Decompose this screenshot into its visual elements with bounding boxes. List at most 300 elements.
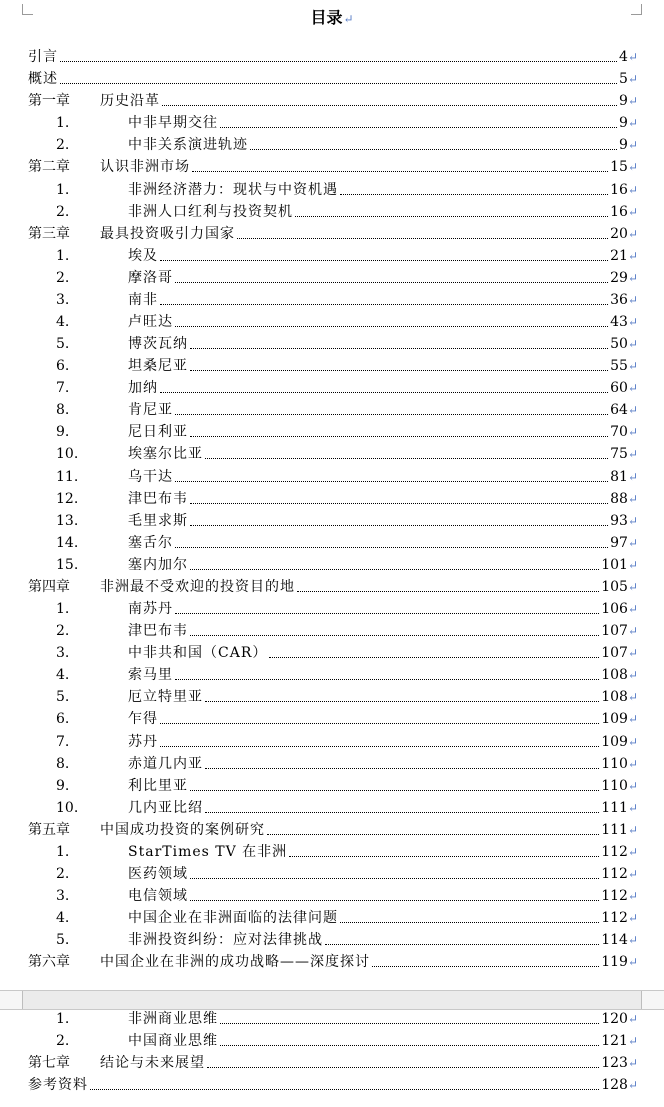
toc-entry[interactable]	[28, 640, 638, 662]
toc-page-number-value: 123	[601, 1055, 628, 1072]
toc-page-number-value: 110	[601, 755, 628, 772]
toc-page-number	[610, 379, 638, 397]
toc-entry[interactable]	[28, 905, 638, 927]
toc-dot-leader	[205, 768, 599, 769]
toc-page-number	[601, 622, 638, 640]
toc-page-number-value: 43	[610, 314, 628, 331]
toc-entry-text: 厄立特里亚	[128, 689, 203, 706]
toc-dot-leader	[205, 812, 599, 813]
toc-page-number	[610, 335, 638, 353]
toc-entry-number: 4.	[56, 314, 70, 331]
toc-page-number-value: 111	[601, 821, 628, 838]
toc-entry-text: 肯尼亚	[128, 402, 173, 419]
toc-page-number-value: 64	[610, 402, 628, 419]
toc-entry[interactable]	[28, 574, 638, 596]
paragraph-mark-icon: ↵	[627, 1078, 638, 1093]
toc-entry-number: 3.	[56, 291, 70, 308]
toc-page-number	[601, 710, 638, 728]
paragraph-mark-icon: ↵	[627, 535, 638, 550]
paragraph-mark-icon: ↵	[627, 226, 638, 241]
toc-entry[interactable]	[28, 883, 638, 905]
toc-entry-number: 7.	[56, 733, 70, 750]
toc-entry[interactable]	[28, 221, 638, 243]
toc-dot-leader	[175, 481, 608, 482]
toc-dot-leader	[190, 503, 608, 504]
toc-dot-leader	[267, 834, 599, 835]
toc-page-number-value: 4	[619, 49, 628, 66]
toc-dot-leader	[160, 392, 608, 393]
toc-entry-number: 5.	[56, 689, 70, 706]
toc-page-number	[601, 821, 638, 839]
toc-entry-text: 非洲人口红利与投资契机	[128, 203, 293, 220]
toc-entry[interactable]	[28, 1006, 638, 1028]
toc-entry-text: 津巴布韦	[128, 490, 188, 507]
paragraph-mark-icon: ↵	[627, 403, 638, 418]
toc-entry[interactable]	[28, 331, 638, 353]
toc-entry[interactable]	[28, 949, 638, 971]
toc-dot-leader	[190, 790, 599, 791]
toc-page-number-value: 105	[601, 578, 628, 595]
toc-entry-number: 7.	[56, 380, 70, 397]
toc-entry-text: 尼日利亚	[128, 424, 188, 441]
toc-entry-number: 1.	[56, 601, 70, 618]
toc-entry-number: 15.	[56, 556, 79, 573]
toc-entry-number: 5.	[56, 336, 70, 353]
paragraph-mark-icon: ↵	[627, 513, 638, 528]
toc-dot-leader	[160, 723, 599, 724]
toc-page-number-value: 21	[610, 247, 628, 264]
toc-entry-number: 5.	[56, 932, 70, 949]
toc-page-number	[610, 181, 638, 199]
toc-page-number-value: 108	[601, 689, 628, 706]
toc-dot-leader	[190, 348, 608, 349]
toc-dot-leader	[297, 591, 599, 592]
toc-page-number	[610, 490, 638, 508]
toc-entry[interactable]	[28, 1050, 638, 1072]
toc-entry-text: 非洲最不受欢迎的投资目的地	[100, 578, 295, 595]
toc-entry-number: 1.	[56, 247, 70, 264]
toc-entry-text: 摩洛哥	[128, 269, 173, 286]
toc-page-number-value: 101	[601, 556, 628, 573]
toc-entry-number: 2.	[56, 1033, 70, 1050]
toc-entry-text: 中非早期交往	[128, 115, 218, 132]
toc-page-number	[601, 644, 638, 662]
toc-entry-number: 第一章	[28, 93, 70, 110]
toc-page-number	[610, 401, 638, 419]
paragraph-mark-icon: ↵	[627, 911, 638, 926]
paragraph-mark-icon: ↵	[627, 668, 638, 683]
toc-dot-leader	[205, 458, 608, 459]
toc-dot-leader	[175, 414, 608, 415]
toc-page-number	[619, 114, 638, 132]
toc-entry-number: 4.	[56, 910, 70, 927]
toc-title-text: 目录	[310, 8, 343, 27]
paragraph-mark-icon: ↵	[627, 359, 638, 374]
toc-entry-number: 11.	[56, 468, 79, 485]
toc-page-number-value: 109	[601, 733, 628, 750]
toc-entry-number: 2.	[56, 269, 70, 286]
paragraph-mark-icon: ↵	[627, 800, 638, 815]
toc-dot-leader	[175, 547, 608, 548]
toc-entry-text: 埃塞尔比亚	[128, 446, 203, 463]
toc-entry[interactable]	[28, 662, 638, 684]
toc-page-number-value: 20	[610, 225, 628, 242]
toc-entry-text: 乌干达	[128, 468, 173, 485]
toc-entry-number: 12.	[56, 490, 79, 507]
toc-page-number	[610, 225, 638, 243]
paragraph-mark-icon: ↵	[627, 557, 638, 572]
toc-entry[interactable]	[28, 773, 638, 795]
toc-entry-number: 第四章	[28, 578, 70, 595]
toc-page-number	[610, 247, 638, 265]
toc-dot-leader	[162, 105, 617, 106]
paragraph-mark-icon: ↵	[627, 712, 638, 727]
toc-entry-text: 概述	[28, 71, 58, 88]
toc-entry-number: 10.	[56, 446, 79, 463]
toc-entry-text: 电信领域	[128, 888, 188, 905]
paragraph-mark-icon: ↵	[627, 315, 638, 330]
toc-entry-number: 2.	[56, 865, 70, 882]
paragraph-mark-icon: ↵	[627, 844, 638, 859]
toc-dot-leader	[190, 436, 608, 437]
paragraph-mark-icon: ↵	[627, 425, 638, 440]
toc-page-number-value: 112	[601, 843, 628, 860]
toc-page-number-value: 112	[601, 888, 628, 905]
paragraph-mark-icon: ↵	[343, 12, 354, 26]
toc-entry[interactable]	[28, 1028, 638, 1050]
toc-page-number-value: 81	[610, 468, 628, 485]
paragraph-mark-icon: ↵	[627, 72, 638, 87]
toc-entry-text: 中非共和国（CAR）	[128, 645, 268, 662]
toc-page-number-value: 109	[601, 711, 628, 728]
toc-entry-text: 加纳	[128, 380, 158, 397]
toc-entry[interactable]	[28, 530, 638, 552]
toc-entry[interactable]	[28, 397, 638, 419]
toc-entry-number: 第六章	[28, 954, 70, 971]
toc-page-number	[610, 357, 638, 375]
toc-entry-text: 博茨瓦纳	[128, 336, 188, 353]
toc-dot-leader	[295, 216, 608, 217]
toc-dot-leader	[190, 635, 599, 636]
toc-page-number	[610, 203, 638, 221]
toc-dot-leader	[340, 194, 608, 195]
toc-entry-number: 10.	[56, 799, 79, 816]
paragraph-mark-icon: ↵	[627, 866, 638, 881]
toc-dot-leader	[175, 679, 599, 680]
paragraph-mark-icon: ↵	[627, 160, 638, 175]
toc-page-number	[601, 909, 638, 927]
toc-entry[interactable]	[28, 44, 638, 66]
toc-entry-text: 塞舌尔	[128, 534, 173, 551]
toc-entry-text: 认识非洲市场	[100, 159, 190, 176]
toc-dot-leader	[190, 569, 599, 570]
toc-entry-text: 南非	[128, 291, 158, 308]
toc-entry-number: 1.	[56, 115, 70, 132]
toc-dot-leader	[60, 83, 617, 84]
paragraph-mark-icon: ↵	[627, 292, 638, 307]
toc-page-number-value: 15	[610, 159, 628, 176]
toc-page-number-value: 112	[601, 865, 628, 882]
toc-page-number-value: 107	[601, 623, 628, 640]
toc-page-number	[619, 48, 638, 66]
page-break-right-edge	[641, 991, 664, 1009]
toc-entry-number: 14.	[56, 534, 79, 551]
toc-entry[interactable]	[28, 66, 638, 88]
toc-entry[interactable]	[28, 751, 638, 773]
toc-dot-leader	[160, 746, 599, 747]
toc-entry[interactable]	[28, 839, 638, 861]
toc-entry-text: 利比里亚	[128, 777, 188, 794]
toc-entry[interactable]	[28, 706, 638, 728]
toc-entry-number: 第三章	[28, 225, 70, 242]
toc-page-number	[610, 512, 638, 530]
toc-entry[interactable]	[28, 596, 638, 618]
toc-page-number	[601, 843, 638, 861]
toc-entry-text: 中非关系演进轨迹	[128, 137, 248, 154]
toc-dot-leader	[175, 326, 608, 327]
toc-dot-leader	[190, 370, 608, 371]
paragraph-mark-icon: ↵	[627, 1012, 638, 1027]
toc-entry[interactable]	[28, 265, 638, 287]
toc-dot-leader	[175, 282, 608, 283]
toc-entry-text: 非洲投资纠纷：应对法律挑战	[128, 932, 323, 949]
paragraph-mark-icon: ↵	[627, 94, 638, 109]
toc-page-number	[610, 534, 638, 552]
toc-entry-text: 中国企业在非洲面临的法律问题	[128, 910, 338, 927]
toc-entry-number: 9.	[56, 424, 70, 441]
paragraph-mark-icon: ↵	[627, 270, 638, 285]
toc-dot-leader	[289, 856, 599, 857]
toc-entry-number: 1.	[56, 181, 70, 198]
paragraph-mark-icon: ↵	[627, 138, 638, 153]
toc-entry[interactable]	[28, 154, 638, 176]
paragraph-mark-icon: ↵	[627, 579, 638, 594]
toc-dot-leader	[160, 260, 608, 261]
toc-entry-text: 埃及	[128, 247, 158, 264]
toc-entry[interactable]	[28, 199, 638, 221]
toc-entry[interactable]	[28, 927, 638, 949]
toc-entry-number: 1.	[56, 1011, 70, 1028]
toc-entry[interactable]	[28, 375, 638, 397]
toc-entry-text: 结论与未来展望	[100, 1055, 205, 1072]
paragraph-mark-icon: ↵	[627, 955, 638, 970]
toc-dot-leader	[190, 900, 599, 901]
paragraph-mark-icon: ↵	[627, 447, 638, 462]
toc-entry[interactable]	[28, 486, 638, 508]
toc-entry-text: 索马里	[128, 667, 173, 684]
paragraph-mark-icon: ↵	[627, 624, 638, 639]
toc-entry[interactable]	[28, 176, 638, 198]
toc-entry-text: StarTimes TV 在非洲	[128, 843, 288, 860]
toc-entry[interactable]	[28, 508, 638, 530]
toc-entry[interactable]	[28, 817, 638, 839]
toc-page-number-value: 5	[619, 71, 628, 88]
paragraph-mark-icon: ↵	[627, 204, 638, 219]
toc-page-number	[601, 887, 638, 905]
toc-dot-leader	[190, 525, 608, 526]
toc-entry-number: 6.	[56, 358, 70, 375]
toc-page-number	[601, 666, 638, 684]
toc-page-number-value: 120	[601, 1011, 628, 1028]
toc-entry-text: 塞内加尔	[128, 556, 188, 573]
toc-page-number-value: 93	[610, 512, 628, 529]
toc-entry[interactable]	[28, 132, 638, 154]
toc-entry-text: 历史沿革	[100, 93, 160, 110]
paragraph-mark-icon: ↵	[627, 778, 638, 793]
toc-dot-leader	[160, 304, 608, 305]
toc-entry[interactable]	[28, 684, 638, 706]
toc-title	[0, 6, 664, 31]
toc-page-number	[601, 556, 638, 574]
toc-page-number-value: 29	[610, 269, 628, 286]
toc-entry-text: 非洲经济潜力：现状与中资机遇	[128, 181, 338, 198]
paragraph-mark-icon: ↵	[627, 248, 638, 263]
toc-dot-leader	[372, 966, 599, 967]
paragraph-mark-icon: ↵	[627, 756, 638, 771]
toc-page-number-value: 108	[601, 667, 628, 684]
toc-entry-text: 赤道几内亚	[128, 755, 203, 772]
toc-page-number-value: 16	[610, 181, 628, 198]
toc-page-number-value: 70	[610, 424, 628, 441]
paragraph-mark-icon: ↵	[627, 182, 638, 197]
toc-entry-text: 毛里求斯	[128, 512, 188, 529]
toc-dot-leader	[220, 1023, 599, 1024]
toc-dot-leader	[220, 127, 617, 128]
paragraph-mark-icon: ↵	[627, 381, 638, 396]
toc-entry-text: 最具投资吸引力国家	[100, 225, 235, 242]
toc-entry-number: 8.	[56, 755, 70, 772]
toc-entry-text: 苏丹	[128, 733, 158, 750]
paragraph-mark-icon: ↵	[627, 602, 638, 617]
toc-dot-leader	[237, 238, 608, 239]
toc-entry-number: 第五章	[28, 821, 70, 838]
toc-entry[interactable]	[28, 419, 638, 441]
toc-entry-text: 非洲商业思维	[128, 1011, 218, 1028]
toc-entry[interactable]	[28, 463, 638, 485]
toc-entry-number: 2.	[56, 623, 70, 640]
toc-entry[interactable]	[28, 243, 638, 265]
toc-entry[interactable]	[28, 353, 638, 375]
toc-page-number-value: 97	[610, 534, 628, 551]
toc-entry-number: 6.	[56, 711, 70, 728]
toc-entry-text: 卢旺达	[128, 314, 173, 331]
toc-dot-leader	[207, 1067, 599, 1068]
toc-page-number	[610, 468, 638, 486]
toc-page-number	[601, 1076, 638, 1094]
toc-entry[interactable]	[28, 110, 638, 132]
toc-page-number-value: 16	[610, 203, 628, 220]
toc-page-number	[601, 799, 638, 817]
paragraph-mark-icon: ↵	[627, 1056, 638, 1071]
paragraph-mark-icon: ↵	[627, 116, 638, 131]
paragraph-mark-icon: ↵	[627, 1034, 638, 1049]
toc-page-number-value: 50	[610, 336, 628, 353]
toc-page-number-value: 128	[601, 1077, 628, 1094]
toc-entry[interactable]	[28, 1072, 638, 1094]
toc-entry[interactable]	[28, 861, 638, 883]
paragraph-mark-icon: ↵	[627, 646, 638, 661]
toc-entry[interactable]	[28, 618, 638, 640]
paragraph-mark-icon: ↵	[627, 690, 638, 705]
toc-entry-number: 1.	[56, 843, 70, 860]
toc-page-number	[619, 70, 638, 88]
paragraph-mark-icon: ↵	[627, 933, 638, 948]
toc-page-number-value: 9	[619, 137, 628, 154]
paragraph-mark-icon: ↵	[627, 889, 638, 904]
toc-entry-text: 中国成功投资的案例研究	[100, 821, 265, 838]
toc-dot-leader	[60, 61, 617, 62]
toc-entry[interactable]	[28, 287, 638, 309]
toc-page-number-value: 110	[601, 777, 628, 794]
toc-entry-number: 8.	[56, 402, 70, 419]
paragraph-mark-icon: ↵	[627, 50, 638, 65]
toc-entry[interactable]	[28, 88, 638, 110]
toc-page-number-value: 119	[601, 954, 628, 971]
toc-page-number	[601, 1010, 638, 1028]
toc-page-number	[601, 777, 638, 795]
toc-dot-leader	[250, 149, 617, 150]
toc-entry-number: 4.	[56, 667, 70, 684]
toc-dot-leader	[269, 657, 599, 658]
toc-entry[interactable]	[28, 441, 638, 463]
toc-entry-text: 参考资料	[28, 1077, 88, 1094]
toc-page-number-value: 112	[601, 910, 628, 927]
toc-entry[interactable]	[28, 795, 638, 817]
toc-page-number	[610, 313, 638, 331]
paragraph-mark-icon: ↵	[627, 337, 638, 352]
toc-entry-text: 引言	[28, 49, 58, 66]
toc-page-number	[619, 136, 638, 154]
toc-page-number	[610, 291, 638, 309]
toc-page-number-value: 60	[610, 380, 628, 397]
toc-entry-number: 3.	[56, 888, 70, 905]
toc-entry-number: 3.	[56, 645, 70, 662]
toc-entry[interactable]	[28, 728, 638, 750]
toc-page-number	[619, 92, 638, 110]
toc-page-number-value: 106	[601, 601, 628, 618]
toc-entry-number: 13.	[56, 512, 79, 529]
paragraph-mark-icon: ↵	[627, 491, 638, 506]
toc-page-number	[610, 445, 638, 463]
toc-page-number	[601, 931, 638, 949]
toc-page-number-value: 88	[610, 490, 628, 507]
toc-entry-text: 中国企业在非洲的成功战略——深度探讨	[100, 954, 370, 971]
toc-entry-number: 第七章	[28, 1055, 70, 1072]
toc-page-number	[601, 578, 638, 596]
toc-page-number-value: 9	[619, 115, 628, 132]
toc-page-number	[601, 688, 638, 706]
toc-page-number	[601, 865, 638, 883]
toc-dot-leader	[190, 878, 599, 879]
toc-page-number	[610, 269, 638, 287]
toc-page-number	[601, 1054, 638, 1072]
toc-page-number-value: 114	[601, 932, 628, 949]
page-break-left-edge	[0, 991, 23, 1009]
toc-entry[interactable]	[28, 309, 638, 331]
toc-entry-number: 9.	[56, 777, 70, 794]
toc-page-number	[610, 158, 638, 176]
toc-page-number-value: 55	[610, 358, 628, 375]
toc-entry[interactable]	[28, 552, 638, 574]
toc-entry-number: 2.	[56, 137, 70, 154]
toc-dot-leader	[175, 613, 599, 614]
toc-entry-text: 几内亚比绍	[128, 799, 203, 816]
paragraph-mark-icon: ↵	[627, 734, 638, 749]
paragraph-mark-icon: ↵	[627, 469, 638, 484]
toc-dot-leader	[325, 944, 599, 945]
toc-dot-leader	[192, 171, 608, 172]
paragraph-mark-icon: ↵	[627, 822, 638, 837]
